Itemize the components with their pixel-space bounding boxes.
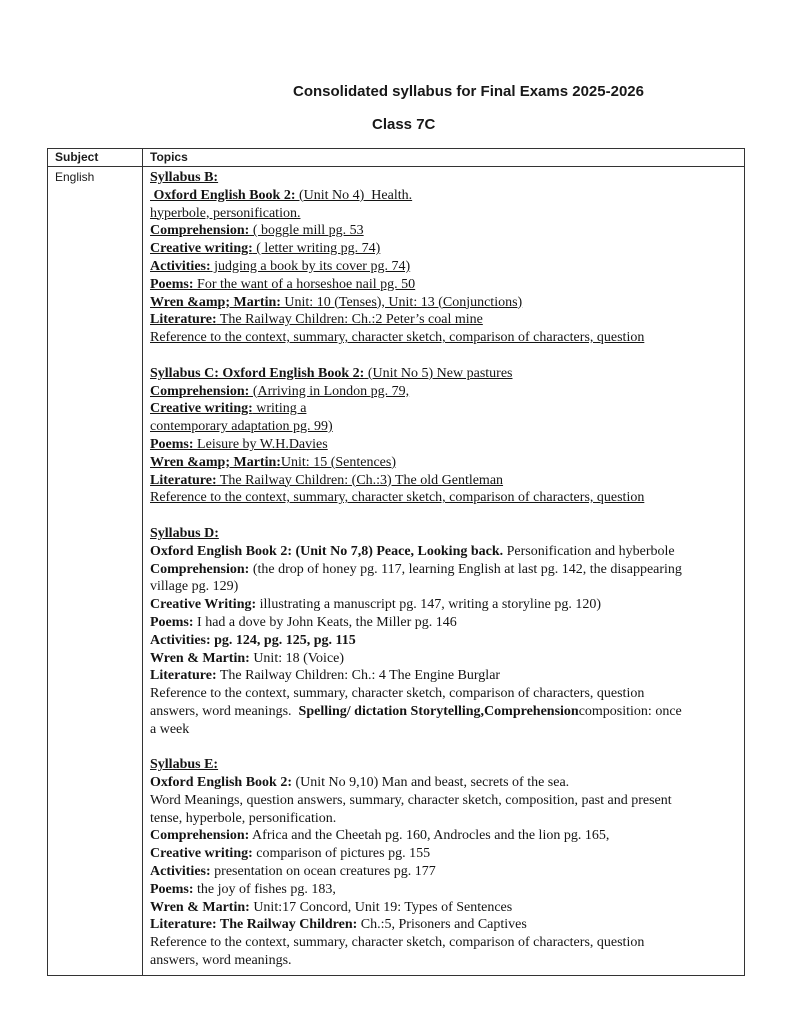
topic-line [150, 614, 740, 632]
topic-segment-bold: Creative writing: [150, 846, 253, 862]
topic-segment: the joy of fishes pg. 183, [193, 881, 336, 897]
topic-segment: Unit: 10 (Tenses), Unit: 13 (Conjunctions) [280, 294, 523, 310]
topic-line [150, 222, 740, 240]
topic-segment-bold: Syllabus E: [150, 757, 219, 773]
topic-line [150, 774, 740, 792]
topic-segment: presentation on ocean creatures pg. 177 [210, 864, 436, 880]
topic-segment-bold: Oxford English Book 2: (Unit No 7,8) Peace, Looking back. [150, 543, 504, 559]
topic-segment: I had a dove by John Keats, the Miller pg. 146 [193, 614, 457, 630]
topic-line [150, 792, 740, 810]
topic-segment-bold: Creative writing: [150, 401, 253, 417]
topic-segment-bold: Activities: [150, 258, 211, 274]
topic-segment: ( boggle mill pg. 53 [249, 223, 364, 239]
topic-segment-bold: Wren &amp; Martin: [150, 294, 281, 310]
topic-segment-bold: Oxford English Book 2: [150, 187, 296, 203]
topic-segment: village pg. 129) [150, 579, 239, 595]
topic-segment-bold: Comprehension: [150, 383, 250, 399]
topic-segment: Leisure by W.H.Davies [193, 436, 328, 452]
topic-line [150, 632, 740, 650]
topic-segment: comparison of pictures pg. 155 [252, 846, 431, 862]
topic-segment: The Railway Children: Ch.: 4 The Engine Burglar [216, 668, 501, 684]
topic-line [150, 258, 740, 276]
topic-segment-bold: Poems: [150, 276, 194, 292]
topic-line [150, 561, 740, 579]
syllabus-table [47, 148, 745, 976]
topic-line [150, 240, 740, 258]
topic-segment: The Railway Children: (Ch.:3) The old Gentleman [216, 472, 504, 488]
topic-line [150, 365, 740, 383]
subject-cell: English [48, 167, 143, 976]
topic-segment-bold: Syllabus C: Oxford English Book 2: [150, 365, 365, 381]
topic-line [150, 205, 740, 223]
topic-line [150, 187, 740, 205]
topic-segment: (Unit No 9,10) Man and beast, secrets of the sea. [291, 775, 570, 791]
topic-segment: contemporary adaptation pg. 99) [150, 419, 333, 435]
topic-line [150, 952, 740, 970]
topic-segment-bold: Syllabus B: [150, 170, 219, 185]
topic-segment: Africa and the Cheetah pg. 160, Androcles and the lion pg. 165, [249, 828, 610, 844]
topic-line [150, 827, 740, 845]
topic-segment-bold: Literature: [150, 668, 217, 684]
topic-line [150, 383, 740, 401]
topic-segment: a week [150, 721, 190, 737]
topics-cell [143, 167, 745, 976]
topic-line [150, 934, 740, 952]
page-title: Consolidated syllabus for Final Exams 2025-2026 [293, 83, 644, 100]
topic-line [150, 899, 740, 917]
topic-segment: tense, hyperbole, personification. [150, 810, 337, 826]
topic-segment: Reference to the context, summary, character sketch, comparison of characters, question [150, 490, 645, 506]
topic-segment: (Unit No 4) Health. [295, 187, 413, 203]
topic-segment: Reference to the context, summary, character sketch, comparison of characters, question [150, 330, 645, 346]
topic-segment-bold: Syllabus D: [150, 525, 219, 541]
topic-segment: illustrating a manuscript pg. 147, writing a storyline pg. 120) [256, 597, 602, 613]
topic-line [150, 329, 740, 347]
topic-segment-bold: Comprehension: [150, 828, 250, 844]
table-header-row [48, 149, 745, 167]
topic-segment-bold: Spelling/ dictation Storytelling,Comprehension [298, 703, 579, 719]
topic-line [150, 276, 740, 294]
topic-segment-bold: Poems: [150, 614, 194, 630]
topic-segment: Ch.:5, Prisoners and Captives [357, 917, 527, 933]
topic-segment: Reference to the context, summary, character sketch, comparison of characters, question [150, 686, 645, 702]
topic-segment: (the drop of honey pg. 117, learning English at last pg. 142, the disappearing [249, 561, 682, 577]
topic-segment-bold: Creative writing: [150, 241, 253, 257]
topic-segment: answers, word meanings. [150, 703, 299, 719]
topic-segment-bold: Poems: [150, 881, 194, 897]
topic-line [150, 169, 740, 187]
topic-line [150, 347, 740, 365]
topic-segment-bold: Literature: [150, 312, 217, 328]
topic-segment-bold: Poems: [150, 436, 194, 452]
topic-segment: hyperbole, personification. [150, 205, 301, 221]
topic-segment-bold: Wren &amp; Martin: [150, 454, 281, 470]
topic-segment-bold: Activities: [150, 864, 211, 880]
topic-segment: Unit: 15 (Sentences) [280, 454, 397, 470]
topic-segment: The Railway Children: Ch.:2 Peter’s coal mine [216, 312, 483, 328]
topic-line [150, 685, 740, 703]
topic-segment: writing a [252, 401, 307, 417]
topic-segment-bold: Oxford English Book 2: [150, 775, 292, 791]
topic-line [150, 400, 740, 418]
topic-line [150, 507, 740, 525]
class-heading: Class 7C [372, 116, 436, 133]
topic-line [150, 578, 740, 596]
topic-segment: judging a book by its cover pg. 74) [210, 258, 411, 274]
topic-segment-bold: Comprehension: [150, 223, 250, 239]
topic-segment: Unit:17 Concord, Unit 19: Types of Sentences [249, 899, 513, 915]
topic-segment: Unit: 18 (Voice) [249, 650, 345, 666]
topic-line [150, 596, 740, 614]
topic-line [150, 454, 740, 472]
topic-line [150, 756, 740, 774]
topic-segment: For the want of a horseshoe nail pg. 50 [193, 276, 416, 292]
topic-line [150, 845, 740, 863]
column-header-subject: Subject [48, 149, 143, 167]
topic-segment: ( letter writing pg. 74) [252, 241, 381, 257]
topic-line [150, 543, 740, 561]
topic-line [150, 667, 740, 685]
topic-segment-bold: Comprehension: [150, 561, 250, 577]
column-header-topics: Topics [143, 149, 745, 167]
topic-segment: Personification and hyberbole [503, 543, 675, 559]
topic-segment: composition: once [578, 703, 682, 719]
topic-line [150, 472, 740, 490]
topic-line [150, 863, 740, 881]
table-row [48, 167, 745, 976]
topic-segment: answers, word meanings. [150, 953, 292, 969]
topic-line [150, 294, 740, 312]
topic-segment-bold: Wren & Martin: [150, 899, 250, 915]
topic-segment-bold: Wren & Martin: [150, 650, 250, 666]
topic-line [150, 311, 740, 329]
topic-line [150, 436, 740, 454]
topic-line [150, 418, 740, 436]
topic-segment: Word Meanings, question answers, summary, character sketch, composition, past and present [150, 792, 672, 808]
topic-segment: (Unit No 5) New pastures [364, 365, 513, 381]
topic-line [150, 650, 740, 668]
topic-segment-bold: Literature: The Railway Children: [150, 917, 358, 933]
topic-line [150, 739, 740, 757]
topic-segment-bold: Creative Writing: [150, 597, 257, 613]
topic-line [150, 721, 740, 739]
topic-segment-bold: Literature: [150, 472, 217, 488]
topic-line [150, 489, 740, 507]
topic-line [150, 525, 740, 543]
topic-line [150, 703, 740, 721]
topic-line [150, 881, 740, 899]
topic-segment: (Arriving in London pg. 79, [249, 383, 410, 399]
topic-line [150, 810, 740, 828]
topic-segment: Reference to the context, summary, character sketch, comparison of characters, question [150, 935, 645, 951]
topic-line [150, 916, 740, 934]
topic-segment-bold: Activities: pg. 124, pg. 125, pg. 115 [150, 632, 356, 648]
